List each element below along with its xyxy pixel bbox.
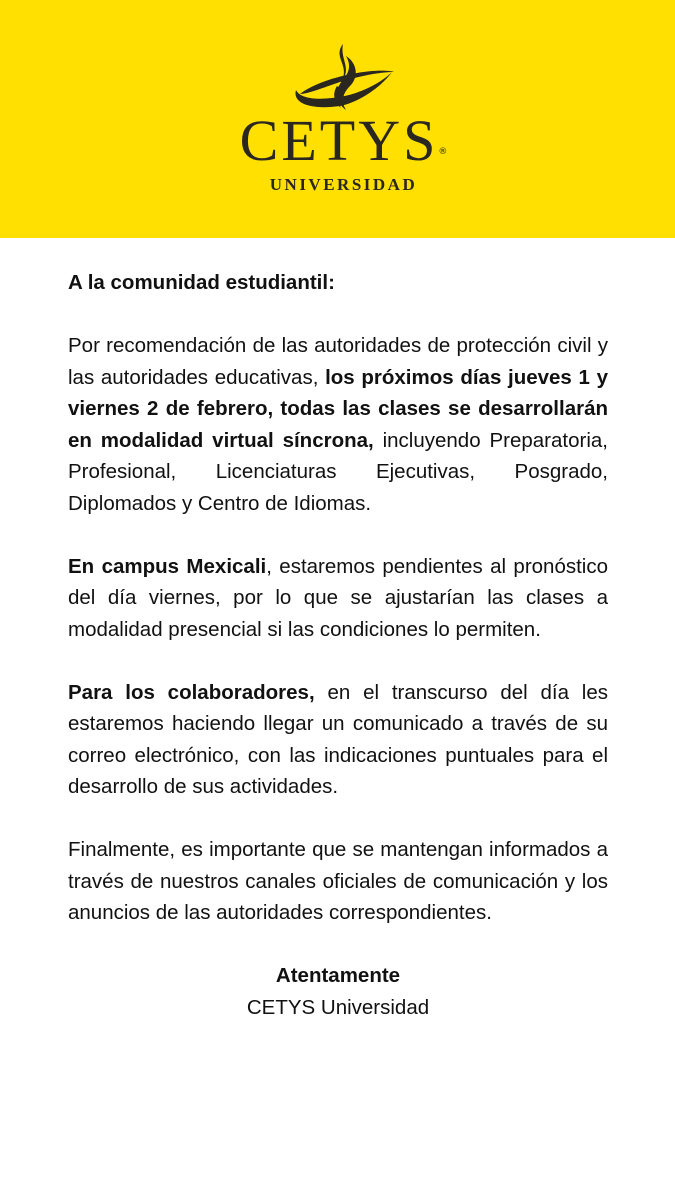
p2-bold: En campus Mexicali	[68, 554, 267, 578]
paragraph-official-channels: Finalmente, es importante que se mantengan informados a través de nuestros canales oficiales de comunicación y los anuncios de las autoridades correspondientes.	[68, 838, 608, 924]
salutation: A la comunidad estudiantil:	[68, 271, 335, 294]
paragraph-virtual-classes	[68, 330, 608, 519]
logo-wordmark	[0, 108, 675, 173]
paragraph-mexicali	[68, 551, 608, 646]
p1-text: Por recomendación de las autoridades de protección civil y las autoridades educativas,	[68, 334, 608, 389]
paragraph-collaborators	[68, 677, 608, 803]
p3-bold: Para los colaboradores,	[68, 680, 315, 704]
header-banner	[0, 0, 675, 238]
signature: CETYS Universidad	[246, 995, 430, 1019]
closing-block	[68, 960, 608, 1023]
p3-text: en el transcurso del día les estaremos haciendo llegar un comunicado a través de su correo electrónico, con las indicaciones puntuales para el desarrollo de sus actividades.	[68, 680, 608, 798]
p2-text: , estaremos pendientes al pronóstico del día viernes, por lo que se ajustarían las clases a modalidad presencial si las condiciones lo permiten.	[68, 554, 608, 641]
cetys-logo	[0, 0, 675, 238]
logo-name-text: CETYS	[239, 108, 439, 173]
p1-bold: los próximos días jueves 1 y viernes 2 de febrero, todas las clases se desarrollarán en modalidad virtual síncrona,	[68, 365, 608, 452]
closing-line: Atentamente	[275, 964, 401, 987]
registered-mark: ®	[438, 147, 448, 157]
logo-subtitle: UNIVERSIDAD	[269, 175, 418, 194]
announcement-body	[68, 267, 608, 1023]
p1-text-end: incluyendo Preparatoria, Profesional, Licenciaturas Ejecutivas, Posgrado, Diplomados y Centro de Idiomas.	[68, 428, 608, 515]
